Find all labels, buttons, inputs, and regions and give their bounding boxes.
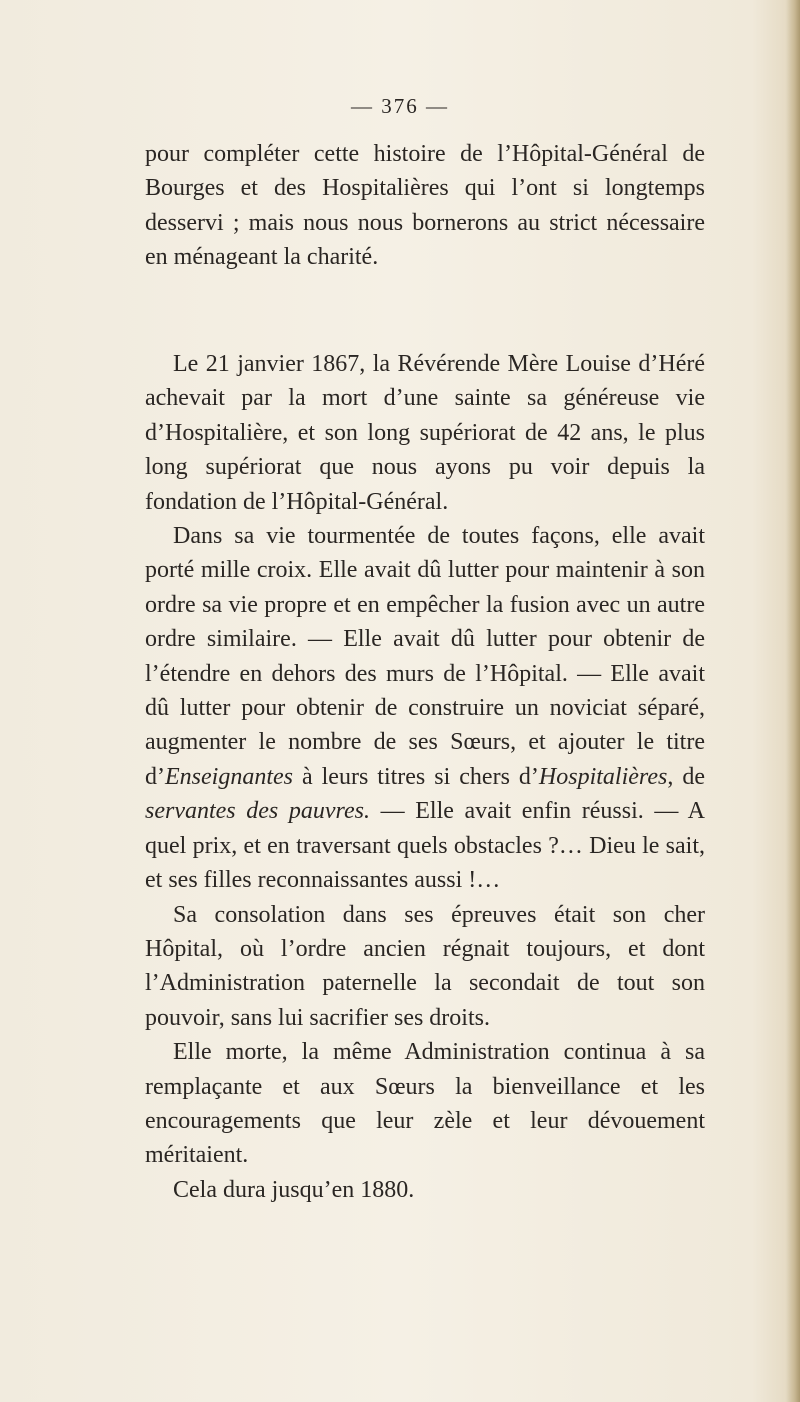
paragraph-succession: Elle morte, la même Administration continua à sa remplaçante et aux Sœurs la bienveillance et les encouragements que leur zèle et leur dévouement méritaient. [145, 1039, 705, 1169]
paragraph-struggles-text-3: , de [667, 763, 705, 790]
paragraph-struggles [145, 519, 705, 897]
paragraph-consolation: Sa consolation dans ses épreuves était son cher Hôpital, où l’ordre ancien régnait toujours, et dont l’Administration paternelle la secondait de tout son pouvoir, sans lui sacrifier ses droits. [145, 901, 705, 1031]
paragraph-struggles-text-2: à leurs titres si chers d’ [292, 763, 539, 790]
italic-enseignantes: Enseignantes [165, 763, 293, 790]
page-edge-shadow [786, 0, 800, 1402]
italic-servantes: servantes des pauvres. [145, 798, 370, 825]
intro-paragraph-block [145, 137, 705, 275]
page-number: — 376 — [351, 94, 449, 118]
main-text-block [145, 347, 705, 1207]
paragraph-struggles-text-4: — Elle avait enfin réussi. — A quel prix, et en traversant quels obstacles ?… Dieu le sait, et ses filles reconnaissantes aussi !… [145, 798, 706, 894]
italic-hospitalieres: Hospitalières [538, 763, 668, 790]
intro-paragraph: pour compléter cette histoire de l’Hôpital-Général de Bourges et des Hospitalières qui l’ont si longtemps desservi ; mais nous nous bornerons au strict nécessaire en ménageant la charité. [145, 141, 705, 271]
paragraph-death-of-mother: Le 21 janvier 1867, la Révérende Mère Louise d’Héré achevait par la mort d’une sainte sa généreuse vie d’Hospitalière, et son long supériorat de 42 ans, le plus long supériorat que nous ayons pu voir depuis la fondation de l’Hôpital-Général. [145, 351, 705, 515]
paragraph-struggles-text-1: Dans sa vie tourmentée de toutes façons, elle avait porté mille croix. Elle avait dû lutter pour maintenir à son ordre sa vie propre et en empêcher la fusion avec un autre ordre similaire. — Elle avait dû lutter pour obtenir de l’étendre en dehors des murs de l’Hôpital. — Elle avait dû lutter pour obtenir de construire un noviciat séparé, augmenter le nombre de ses Sœurs, et ajouter le titre d’ [145, 523, 705, 790]
paragraph-until-1880: Cela dura jusqu’en 1880. [173, 1176, 415, 1203]
